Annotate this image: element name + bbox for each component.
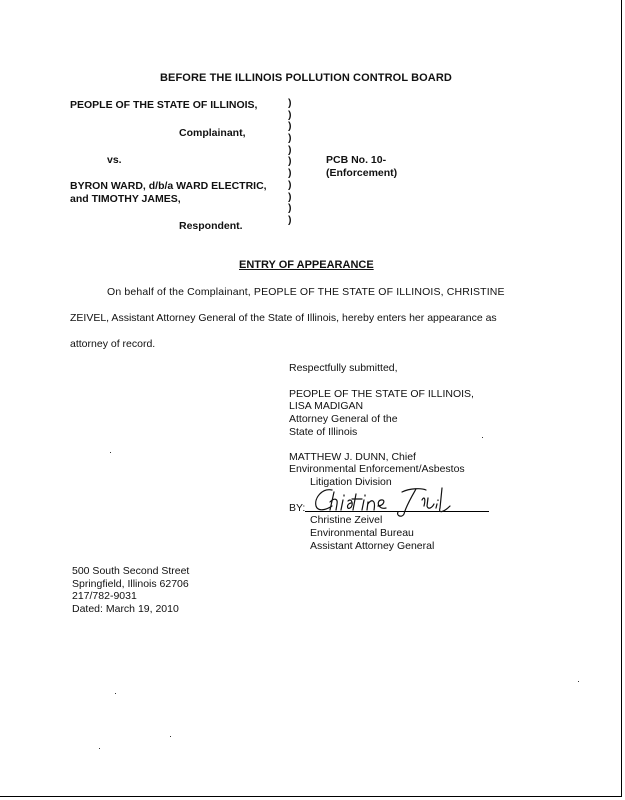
signer-bureau: Environmental Bureau	[310, 527, 414, 539]
caption-paren-column	[288, 98, 292, 227]
paren: )	[288, 155, 292, 168]
defendant-role: Respondent.	[179, 220, 243, 232]
scan-speck	[99, 748, 100, 749]
scan-speck	[110, 452, 111, 453]
defendant-line-2: and TIMOTHY JAMES,	[70, 193, 181, 205]
paren: )	[288, 178, 292, 191]
body-line-1: On behalf of the Complainant, PEOPLE OF THE STATE OF ILLINOIS, CHRISTINE	[107, 286, 505, 298]
case-type: (Enforcement)	[326, 167, 398, 179]
signer-name: Christine Zeivel	[310, 514, 383, 526]
handwritten-signature	[310, 484, 465, 518]
signer-title: Assistant Attorney General	[310, 540, 435, 552]
paren: )	[288, 143, 292, 156]
scan-speck	[115, 693, 116, 694]
document-title: ENTRY OF APPEARANCE	[239, 259, 374, 271]
party-name: PEOPLE OF THE STATE OF ILLINOIS,	[289, 388, 474, 400]
board-heading: BEFORE THE ILLINOIS POLLUTION CONTROL BOARD	[160, 72, 452, 84]
paren: )	[288, 213, 292, 226]
paren: )	[288, 202, 292, 215]
chief-division-2: Litigation Division	[310, 476, 392, 488]
paren: )	[288, 167, 292, 180]
chief-name: MATTHEW J. DUNN, Chief	[289, 451, 416, 463]
versus-label: vs.	[107, 154, 122, 166]
plaintiff-role: Complainant,	[179, 127, 246, 139]
date-line: Dated: March 19, 2010	[72, 603, 179, 615]
scan-speck	[578, 681, 579, 682]
scan-speck	[170, 736, 171, 737]
paren: )	[288, 190, 292, 203]
chief-division-1: Environmental Enforcement/Asbestos	[289, 463, 465, 475]
body-line-2: ZEIVEL, Assistant Attorney General of the State of Illinois, hereby enters her appearance as	[70, 312, 497, 324]
paren: )	[288, 108, 292, 121]
body-line-3: attorney of record.	[70, 338, 156, 350]
address-phone: 217/782-9031	[72, 590, 137, 602]
paren: )	[288, 120, 292, 133]
paren: )	[288, 132, 292, 145]
attorney-general-title-2: State of Illinois	[289, 426, 358, 438]
attorney-general-title-1: Attorney General of the	[289, 413, 398, 425]
defendant-line-1: BYRON WARD, d/b/a WARD ELECTRIC,	[70, 180, 267, 192]
address-city: Springfield, Illinois 62706	[72, 578, 189, 590]
case-number: PCB No. 10-	[326, 154, 387, 166]
scan-speck	[482, 437, 483, 438]
address-street: 500 South Second Street	[72, 565, 190, 577]
by-label: BY:	[289, 502, 306, 514]
closing: Respectfully submitted,	[289, 362, 398, 374]
attorney-general-name: LISA MADIGAN	[289, 400, 364, 412]
paren: )	[288, 97, 292, 109]
plaintiff-name: PEOPLE OF THE STATE OF ILLINOIS,	[70, 99, 258, 111]
